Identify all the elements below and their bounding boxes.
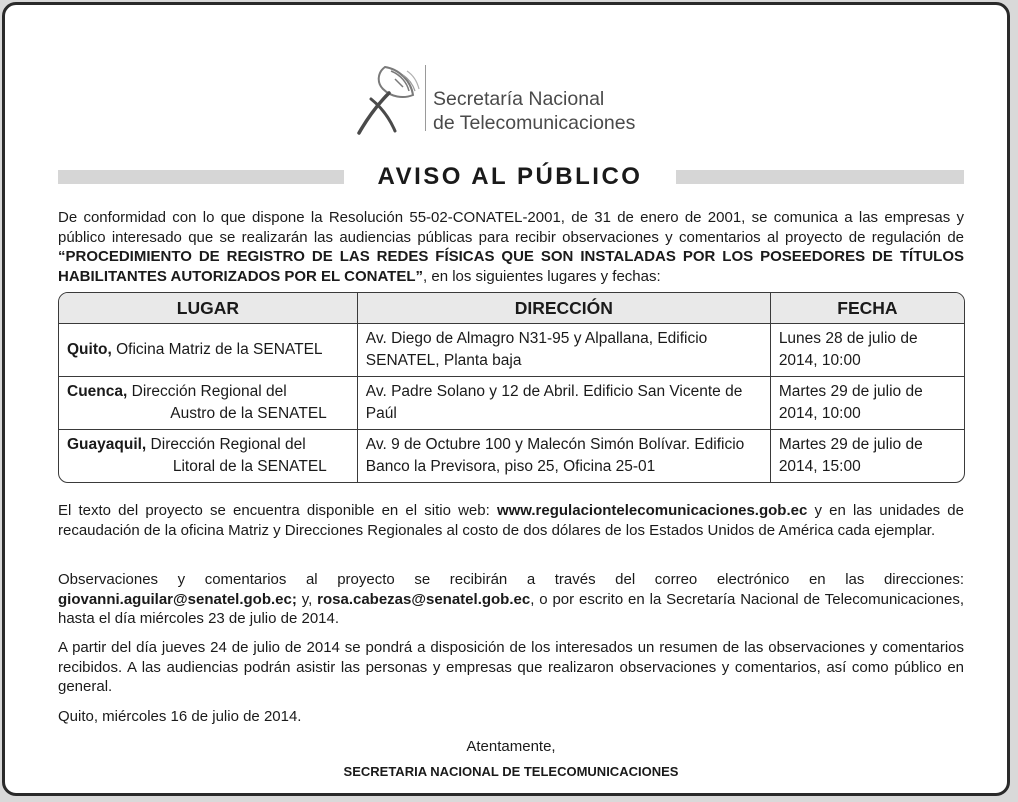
availability-text-after: y en las unidades de recaudación de la oficina Matriz y Direcciones Regionales al costo de dos dólares de los Estados Unidos de América cada ejemplar. [58, 502, 964, 539]
cell-lugar [59, 377, 357, 430]
header-lugar: LUGAR [59, 293, 357, 324]
header-fecha: FECHA [770, 293, 964, 324]
city-name: Guayaquil, [67, 436, 147, 453]
comments-paragraph [58, 570, 964, 629]
schedule-table [58, 292, 965, 483]
intro-text-before: De conformidad con lo que dispone la Resolución 55-02-CONATEL-2001, de 31 de enero de 2001, se comunica a las empresas y público interesado que se realizarán las audiencias públicas para recibir observaciones y comentarios al proyecto de regulación de [58, 209, 964, 246]
title-rule-left [58, 170, 344, 184]
cell-fecha: Martes 29 de julio de 2014, 15:00 [770, 430, 964, 482]
cell-lugar [59, 430, 357, 482]
table-header-row [59, 293, 964, 324]
notice-frame [2, 2, 1010, 796]
closing-salutation: Atentamente, [466, 738, 556, 755]
senatel-logo [355, 61, 655, 141]
title-rule-right [676, 170, 964, 184]
title-bar [58, 163, 964, 189]
intro-text-after: , en los siguientes lugares y fechas: [423, 267, 661, 285]
cell-fecha: Lunes 28 de julio de 2014, 10:00 [770, 324, 964, 377]
header-direccion: DIRECCIÓN [357, 293, 770, 324]
email-link-2[interactable]: rosa.cabezas@senatel.gob.ec [317, 590, 531, 608]
organization-name-line2: de Telecomunicaciones [433, 112, 636, 134]
organization-name [433, 87, 635, 135]
city-name: Cuenca, [67, 383, 128, 400]
signature: SECRETARIA NACIONAL DE TELECOMUNICACIONES [343, 764, 679, 779]
cell-direccion: Av. Diego de Almagro N31-95 y Alpallana, Edificio SENATEL, Planta baja [357, 324, 770, 377]
organization-name-line1: Secretaría Nacional [433, 88, 605, 110]
website-link[interactable]: www.regulaciontelecomunicaciones.gob.ec [496, 502, 808, 519]
comments-text-mid: y, [296, 590, 318, 608]
table-row [59, 377, 964, 430]
place-line2: Austro de la SENATEL [170, 405, 327, 422]
logo-divider [425, 65, 426, 131]
table-row [59, 324, 964, 377]
city-name: Quito, [67, 341, 112, 358]
page-title: AVISO AL PÚBLICO [377, 163, 643, 190]
cell-fecha: Martes 29 de julio de 2014, 10:00 [770, 377, 964, 430]
summary-paragraph: A partir del día jueves 24 de julio de 2014 se pondrá a disposición de los interesados un resumen de las observaciones y comentarios recibidos. A las audiencias podrán asistir las personas y empresas que realizaron observaciones y comentarios, así como público en general. [58, 639, 964, 695]
cell-direccion: Av. Padre Solano y 12 de Abril. Edificio San Vicente de Paúl [357, 377, 770, 430]
intro-paragraph [58, 208, 964, 286]
email-link-1[interactable]: giovanni.aguilar@senatel.gob.ec; [58, 590, 297, 608]
availability-paragraph [58, 501, 964, 540]
cell-direccion: Av. 9 de Octubre 100 y Malecón Simón Bolívar. Edificio Banco la Previsora, piso 25, Oficina 25-01 [357, 430, 770, 482]
table-row [59, 430, 964, 482]
comments-text-before: Observaciones y comentarios al proyecto se recibirán a través del correo electrónico en las direcciones: [58, 571, 964, 588]
project-name: “PROCEDIMIENTO DE REGISTRO DE LAS REDES FÍSICAS QUE SON INSTALADAS POR LOS POSEEDORES DE TÍTULOS HABILITANTES AUTORIZADOS POR EL CONATEL” [58, 248, 964, 285]
place-line1: Oficina Matriz de la SENATEL [111, 341, 323, 358]
availability-text-before: El texto del proyecto se encuentra disponible en el sitio web: [58, 502, 497, 519]
place-date: Quito, miércoles 16 de julio de 2014. [58, 708, 302, 725]
place-line1: Dirección Regional del [146, 436, 306, 453]
cell-lugar [59, 324, 357, 377]
place-line2: Litoral de la SENATEL [172, 458, 327, 475]
satellite-antenna-icon [355, 61, 423, 137]
place-line1: Dirección Regional del [127, 383, 287, 400]
comments-text-after: , o por escrito en la Secretaría Nacional de Telecomunicaciones, hasta el día miércoles 23 de julio de 2014. [58, 590, 964, 627]
